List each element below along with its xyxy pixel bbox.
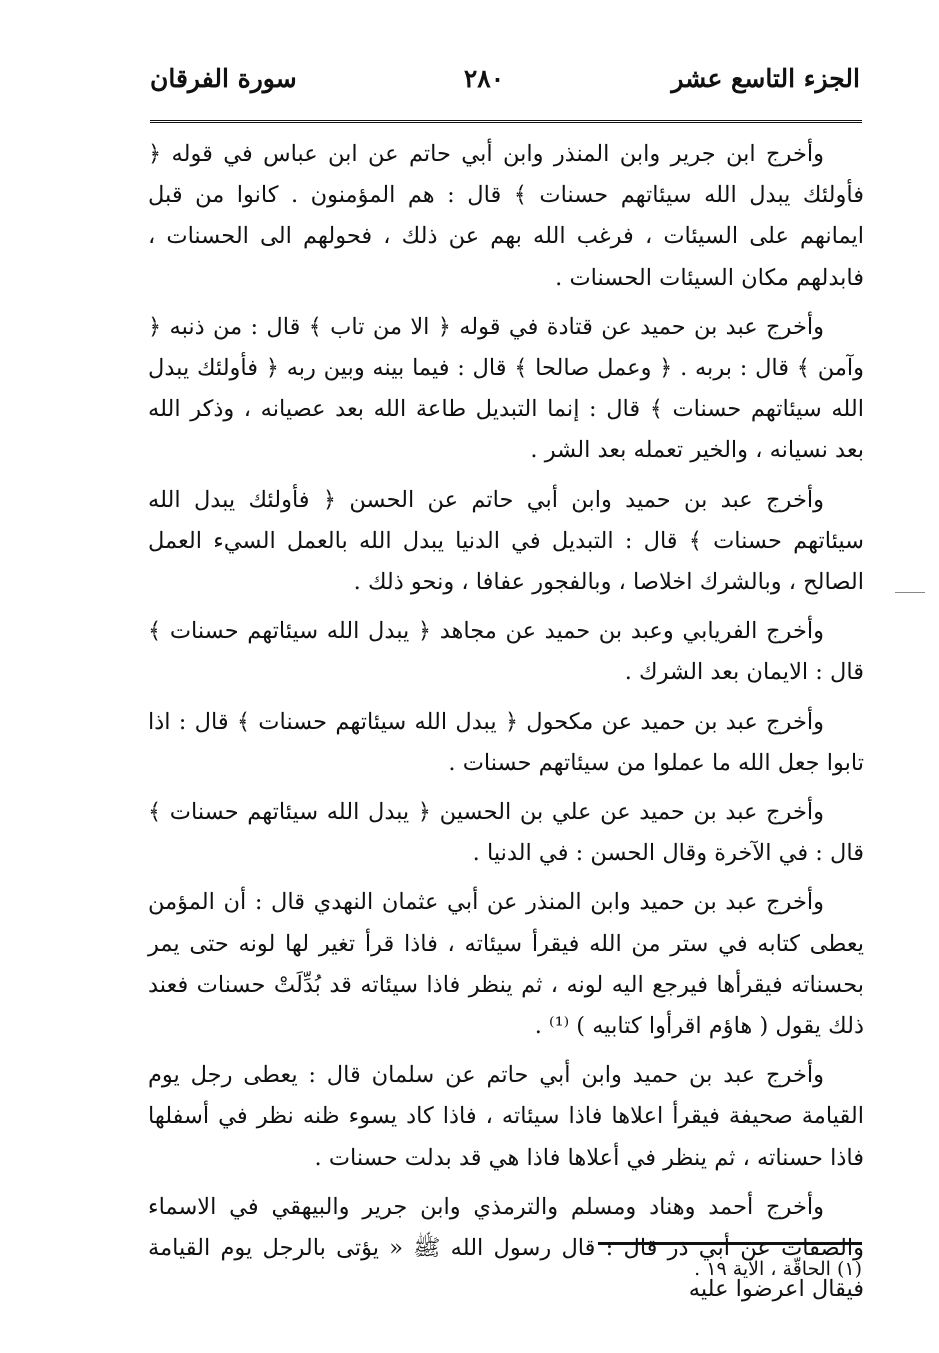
page-number: ٢٨٠	[463, 63, 505, 93]
paragraph-9: وأخرج أحمد وهناد ومسلم والترمذي وابن جرير والبيهقي في الاسماء والصفات عن أبي ذر قال : قال رسول الله ﷺ « يؤتى بالرجل يوم القيامة فيقال اعرضوا عليه	[148, 1193, 864, 1303]
paragraph-6: وأخرج عبد بن حميد عن علي بن الحسين ﴿ يبدل الله سيئاتهم حسنات ﴾ قال : في الآخرة وقال الحسن : في الدنيا .	[148, 799, 864, 867]
margin-mark	[895, 592, 925, 593]
running-header	[150, 58, 860, 98]
header-rule	[150, 120, 862, 123]
paragraph-7: وأخرج عبد بن حميد وابن المنذر عن أبي عثمان النهدي قال : أن المؤمن يعطى كتابه في ستر من الله فيقرأ سيئاته ، فاذا قرأ تغير لها لونه حتى يمر بحسناته فيقرأها فيرجع اليه لونه ، ثم ينظر فاذا سيئاته قد بُدِّلَتْ حسنات فعند ذلك يقول ( هاؤم اقرأوا كتابيه ) ⁽¹⁾ .	[148, 889, 864, 1040]
paragraph-3: وأخرج عبد بن حميد وابن أبي حاتم عن الحسن ﴿ فأولئك يبدل الله سيئاتهم حسنات ﴾ قال : التبديل في الدنيا يبدل الله بالعمل السيء العمل الصالح ، وبالشرك اخلاصا ، وبالفجور عفافا ، ونحو ذلك .	[148, 486, 864, 596]
paragraph-2: وأخرج عبد بن حميد عن قتادة في قوله ﴿ الا من تاب ﴾ قال : من ذنبه ﴿ وآمن ﴾ قال : بربه . ﴿ وعمل صالحا ﴾ قال : فيما بينه وبين ربه ﴿ فأولئك يبدل الله سيئاتهم حسنات ﴾ قال : إنما التبديل طاعة الله بعد عصيانه ، وذكر الله بعد نسيانه ، والخير تعمله بعد الشر .	[148, 313, 864, 464]
footnote: (١) الحاقّة ، الآية ١٩ .	[694, 1258, 862, 1280]
body-text	[148, 134, 864, 1318]
footnote-rule	[598, 1242, 862, 1245]
part-title: الجزء التاسع عشر	[671, 63, 860, 93]
paragraph-4: وأخرج الفريابي وعبد بن حميد عن مجاهد ﴿ يبدل الله سيئاتهم حسنات ﴾ قال : الايمان بعد الشرك .	[148, 618, 864, 686]
paragraph-8: وأخرج عبد بن حميد وابن أبي حاتم عن سلمان قال : يعطى رجل يوم القيامة صحيفة فيقرأ اعلاها فاذا سيئاته ، فاذا كاد يسوء ظنه نظر في أسفلها فاذا حسناته ، ثم ينظر في أعلاها فاذا هي قد بدلت حسنات .	[148, 1062, 864, 1171]
paragraph-1: وأخرج ابن جرير وابن المنذر وابن أبي حاتم عن ابن عباس في قوله ﴿ فأولئك يبدل الله سيئاتهم حسنات ﴾ قال : هم المؤمنون . كانوا من قبل ايمانهم على السيئات ، فرغب الله بهم عن ذلك ، فحولهم الى الحسنات ، فابدلهم مكان السيئات الحسنات .	[148, 141, 864, 291]
paragraph-5: وأخرج عبد بن حميد عن مكحول ﴿ يبدل الله سيئاتهم حسنات ﴾ قال : اذا تابوا جعل الله ما عملوا من سيئاتهم حسنات .	[148, 708, 864, 776]
surah-title: سورة الفرقان	[150, 63, 297, 93]
